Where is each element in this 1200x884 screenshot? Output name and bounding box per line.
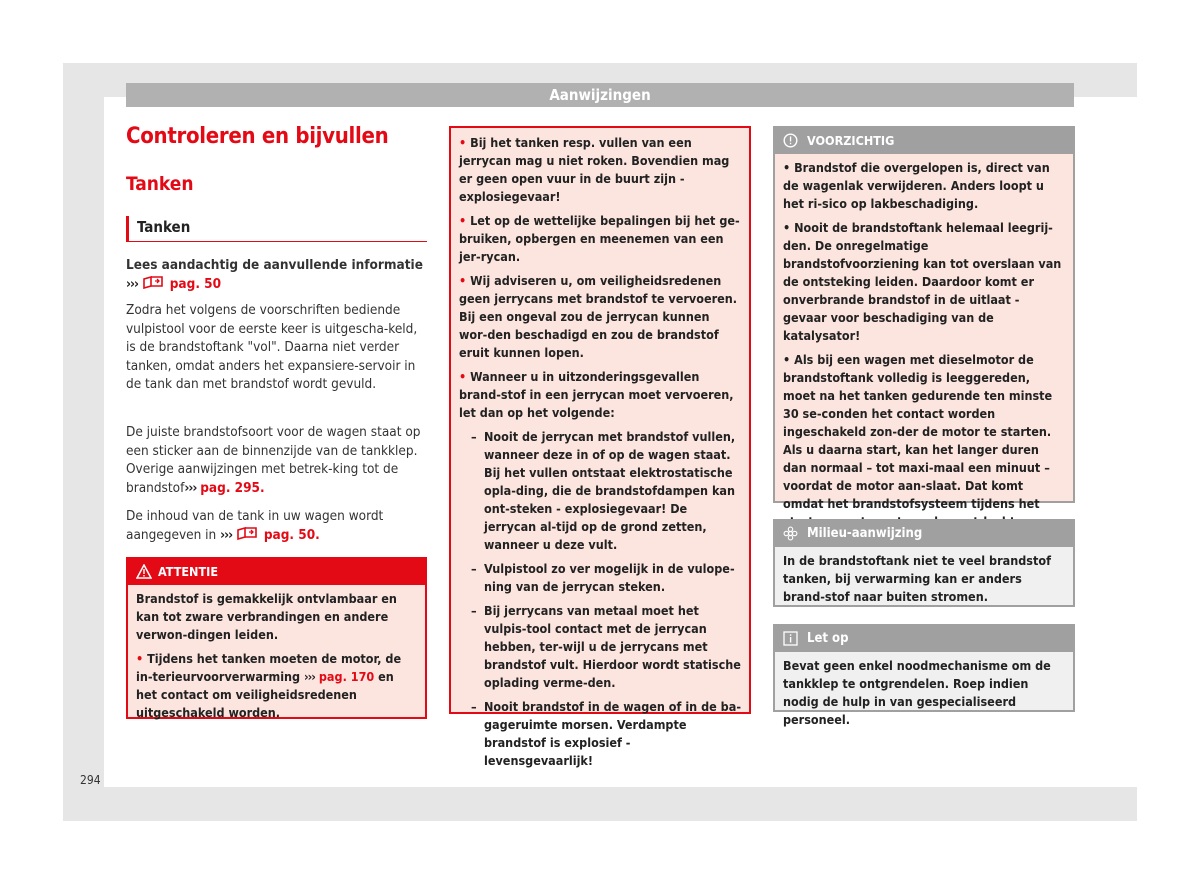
note-title: Let op — [807, 631, 849, 646]
dash-item: – Vulpistool zo ver mogelijk in de vulope-ning van de jerrycan steken. — [471, 561, 735, 594]
attention-bullet — [136, 650, 417, 722]
note-header — [775, 626, 1073, 652]
bullet-text: Tijdens het tanken moeten de motor, de in-terieurvoorverwarming — [136, 651, 402, 684]
intro-paragraph-3 — [126, 507, 427, 544]
exclamation-circle-icon — [783, 133, 798, 148]
note-text: Bevat geen enkel noodmechanisme om de tankklep te ontgrendelen. Roep indien nodig de hulp in van gespecialiseerd personeel. — [783, 658, 1051, 727]
subsection-heading — [126, 216, 427, 242]
paragraph-3-text: De inhoud van de tank in uw wagen wordt aangegeven in — [126, 508, 384, 543]
bullet-dot: • — [459, 213, 467, 228]
dash-text: Nooit de jerrycan met brandstof vullen, wanneer deze in of op de wagen staat. Bij het vullen ontstaat elektrostatische opla-ding, die de brandstofdampen kan ont-steken - explosiegevaar! De jerrycan al-tijd op de grond zetten, wanneer u deze vult. — [484, 429, 736, 552]
dash-text: Vulpistool zo ver mogelijk in de vulope-ning van de jerrycan steken. — [484, 561, 735, 594]
page-number: 294 — [80, 773, 101, 787]
intro-lead — [126, 256, 427, 293]
environment-header — [775, 521, 1073, 547]
ref-arrows: ››› — [184, 479, 197, 496]
attention-body — [128, 585, 425, 722]
caution-box — [773, 126, 1075, 511]
subsection-title: Tanken — [137, 218, 191, 236]
warning-bullet — [459, 272, 741, 362]
caution-header — [775, 128, 1073, 154]
book-reference-icon — [236, 527, 260, 540]
environment-title: Milieu-aanwijzing — [807, 526, 923, 541]
section-title: Tanken — [126, 173, 194, 195]
lead-text: Lees aandachtig de aanvullende informatie — [126, 257, 423, 273]
attention-title: ATTENTIE — [158, 564, 218, 579]
bullet-dot: • — [459, 273, 467, 288]
dash-item: – Nooit de jerrycan met brandstof vullen, wanneer deze in of op de wagen staat. Bij het vullen ontstaat elektrostatische opla-ding, die de brandstofdampen kan ont-steken - explosiegevaar! De jerrycan al-tijd op de grond zetten, wanneer u deze vult. — [471, 429, 736, 552]
attention-header — [128, 559, 425, 585]
dash-text: Bij jerrycans van metaal moet het vulpis-tool contact met de jerrycan hebben, ter-wijl u de jerrycans met brandstof vult. Hierdoor wordt statische oplading verme-den. — [484, 603, 741, 690]
chapter-title: Controleren en bijvullen — [126, 124, 389, 149]
page-link[interactable]: pag. 170 — [318, 669, 375, 684]
page-link[interactable]: pag. 50. — [263, 526, 320, 543]
bullet-text: Bij het tanken resp. vullen van een jerrycan mag u niet roken. Bovendien mag er geen open vuur in de buurt zijn - explosiegevaar! — [459, 135, 730, 204]
bullet-dot: • — [459, 369, 467, 384]
warning-triangle-icon — [136, 564, 152, 579]
bullet-dot: • — [136, 651, 144, 666]
page-link[interactable]: pag. 295. — [200, 479, 265, 496]
bullet-text: Als bij een wagen met dieselmotor de brandstoftank volledig is leeggereden, moet na het tanken gedurende ten minste 30 se-conden het contact worden ingeschakeld zon-der de motor te starten. Als u daarna start, kan het langer duren dan normaal – tot maxi-maal een minuut – voordat de motor aan-slaat. Dat komt omdat het brandstofsysteem tijdens het — [783, 352, 1053, 511]
caution-body — [775, 154, 1073, 531]
bullet-dot: • — [459, 135, 467, 150]
attention-box — [126, 557, 427, 719]
dash-item: – Nooit brandstof in de wagen of in de ba-gageruimte morsen. Verdampte brandstof is explosief - levensgevaarlijk! — [471, 699, 741, 768]
paragraph-2-text: De juiste brandstofsoort voor de wagen staat op een sticker aan de binnenzijde van de tankklep. Overige aanwijzingen met betrek-king tot de brandstof — [126, 424, 421, 496]
dash-text: Nooit brandstof in de wagen of in de ba-gageruimte morsen. Verdampte brandstof is explosief - levensgevaarlijk! — [484, 699, 741, 768]
info-icon — [783, 631, 798, 646]
intro-paragraph-1: Zodra het volgens de voorschriften bediende vulpistool voor de eerste keer is uitgescha-keld, is de brandstoftank "vol". Daarna niet verder tanken, omdat anders het expansiere-servoir in de tank dan met brandstof wordt gevuld. — [126, 302, 418, 392]
dash-item: – Bij jerrycans van metaal moet het vulpis-tool contact met de jerrycan hebben, ter-wijl u de jerrycans met brandstof vult. Hierdoor wordt statische oplading verme-den. — [471, 603, 741, 690]
bullet-text: Wanneer u in uitzonderingsgevallen brand-stof in een jerrycan moet vervoeren, let dan op het volgende: — [459, 369, 734, 420]
ref-arrows: ››› — [220, 526, 233, 543]
bullet-text: Let op de wettelijke bepalingen bij het ge-bruiken, opbergen en meenemen van een jer-rycan. — [459, 213, 740, 264]
caution-bullet: • Nooit de brandstoftank helemaal leegrij-den. De onregelmatige brandstofvoorziening kan tot overslaan van de ontsteking leiden. Daardoor komt er onverbrande brandstof in de uitlaat - gevaar voor beschadiging van de katalysator! — [783, 220, 1062, 343]
bullet-text: Nooit de brandstoftank helemaal leegrij-den. De onregelmatige brandstofvoorziening kan tot overslaan van de ontsteking leiden. Daardoor komt er onverbrande brandstof in de uitlaat - gevaar voor beschadiging van de katalysator! — [783, 220, 1062, 343]
ref-arrows: ››› — [304, 669, 315, 684]
flower-icon — [783, 526, 798, 541]
info-note-box — [773, 624, 1075, 727]
warning-bullet — [459, 368, 741, 422]
attention-paragraph: Brandstof is gemakkelijk ontvlambaar en kan tot zware verbrandingen en andere verwon-dingen leiden. — [136, 591, 397, 642]
ref-arrows: ››› — [126, 275, 139, 292]
bullet-text: Brandstof die overgelopen is, direct van de wagenlak verwijderen. Anders loopt u het ri-sico op lakbeschadiging. — [783, 160, 1050, 211]
caution-bullet: • Brandstof die overgelopen is, direct van de wagenlak verwijderen. Anders loopt u het ri-sico op lakbeschadiging. — [783, 160, 1050, 211]
bullet-text: Wij adviseren u, om veiligheidsredenen geen jerrycans met brandstof te vervoeren. Bij een ongeval zou de jerrycan kunnen wor-den beschadigd en zou de brandstof eruit kunnen lopen. — [459, 273, 738, 360]
caution-bullet: • Als bij een wagen met dieselmotor de brandstoftank volledig is leeggereden, moet na het tanken gedurende ten minste 30 se-conden het contact worden ingeschakeld zon-der de motor te starten. Als u daarna start, kan het langer duren dan normaal – tot maxi-maal een minuut – voordat de motor aan-slaat. Dat komt omdat het brandstofsysteem tijdens het — [783, 351, 1065, 531]
environment-note-box — [773, 519, 1075, 607]
warning-bullet — [459, 212, 741, 266]
environment-text: In de brandstoftank niet te veel brandstof tanken, bij verwarming kan er anders brand-stof naar buiten stromen. — [783, 553, 1051, 604]
book-reference-icon — [142, 276, 166, 289]
warning-body — [451, 128, 749, 770]
warning-continued-box — [449, 126, 751, 768]
page-link[interactable]: pag. 50 — [169, 275, 222, 292]
caution-title: VOORZICHTIG — [807, 133, 895, 148]
bullet-text-cont: en het contact om veiligheidsredenen uitgeschakeld worden. — [136, 669, 394, 720]
section-header-bar: Aanwijzingen — [126, 83, 1074, 107]
warning-bullet — [459, 134, 741, 206]
intro-paragraph-2 — [126, 423, 427, 497]
